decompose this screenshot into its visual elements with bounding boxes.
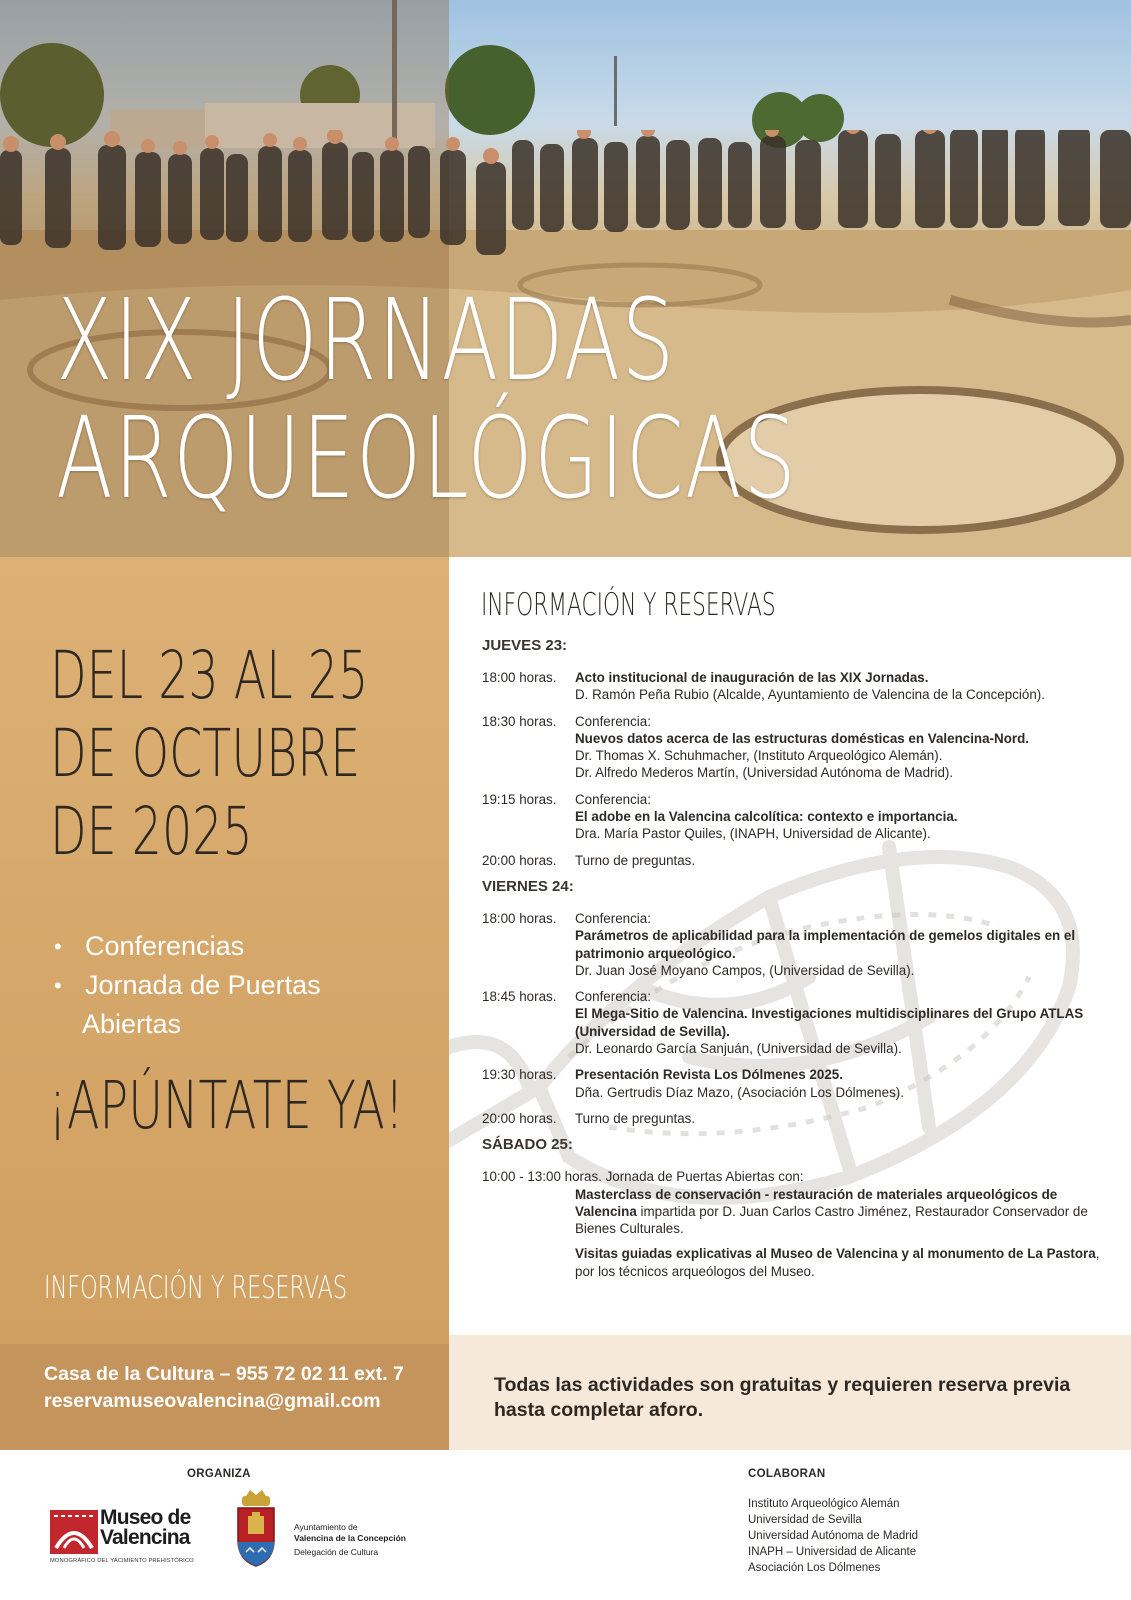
footer xyxy=(0,1450,1131,1600)
event-time: 18:30 horas. xyxy=(482,713,557,729)
hero-photo xyxy=(0,0,1131,557)
event-speaker: Dr. Juan José Moyano Campos, (Universidad de Sevilla). xyxy=(575,962,915,978)
event-time: 20:00 horas. xyxy=(482,1110,557,1126)
event-title: Turno de preguntas. xyxy=(575,852,696,868)
museo-valencina-logo-icon xyxy=(50,1506,200,1568)
ayto-line-3: Delegación de Cultura xyxy=(294,1547,379,1557)
event-title-line-2: ARQUEOLÓGICAS xyxy=(56,394,798,524)
event-time: 19:30 horas. xyxy=(482,1067,557,1083)
ayto-line-2: Valencina de la Concepción xyxy=(294,1533,406,1543)
day-label-jueves: JUEVES 23: xyxy=(482,637,568,654)
event-title-line-1: XIX JORNADAS xyxy=(56,276,676,406)
event-title xyxy=(56,276,798,524)
event-time: 19:15 horas. xyxy=(482,791,557,807)
coat-of-arms-icon xyxy=(234,1490,278,1568)
event-type: Conferencia: xyxy=(575,989,651,1005)
colaborador-item: INAPH – Universidad de Alicante xyxy=(748,1546,917,1558)
event-title: Nuevos datos acerca de las estructuras domésticas en Valencina-Nord. xyxy=(575,730,1029,746)
program-panel xyxy=(449,557,1131,1335)
museo-name-line-1: Museo de xyxy=(100,1506,191,1529)
saturday-time-line: 10:00 - 13:00 horas. Jornada de Puertas Abiertas con: xyxy=(482,1169,804,1185)
dates-line-3: DE 2025 xyxy=(50,793,253,870)
notice-text: Todas las actividades son gratuitas y requieren reserva previa hasta completar aforo. xyxy=(494,1374,1071,1421)
contact-email[interactable]: reservamuseovalencina@gmail.com xyxy=(44,1390,381,1412)
colaborador-item: Universidad de Sevilla xyxy=(748,1514,862,1526)
event-row xyxy=(482,1066,1102,1101)
museo-name-line-2: Valencina xyxy=(100,1526,190,1549)
event-speaker: Dra. María Pastor Quiles, (INAPH, Universidad de Alicante). xyxy=(575,826,931,842)
organiza-label: ORGANIZA xyxy=(187,1468,251,1480)
event-speaker: Dr. Thomas X. Schuhmacher, (Instituto Arqueológico Alemán). xyxy=(575,748,943,764)
dates-line-1: DEL 23 AL 25 xyxy=(50,637,369,714)
event-title: El Mega-Sitio de Valencina. Investigaciones multidisciplinares del Grupo ATLAS (Universidad de Sevilla). xyxy=(575,1006,1084,1039)
saturday-item-masterclass-detail: impartida por D. Juan Carlos Castro Jiménez, Restaurador Conservador de Bienes Culturales. xyxy=(575,1203,1088,1237)
event-row xyxy=(482,988,1102,1057)
event-speaker: Dr. Alfredo Mederos Martín, (Universidad Autónoma de Madrid). xyxy=(575,765,954,781)
contact-bar xyxy=(0,1344,449,1450)
event-title: Parámetros de aplicabilidad para la implementación de gemelos digitales en el patrimonio arqueológico. xyxy=(575,928,1076,961)
saturday-item-masterclass-title: Masterclass de conservación - restauración de materiales arqueológicos de Valencina xyxy=(575,1186,1058,1219)
activity-item-puertas-abiertas xyxy=(54,966,321,1044)
activity-item-puertas-line-2: Abiertas xyxy=(82,1009,182,1039)
event-type: Conferencia: xyxy=(575,713,651,729)
event-time: 20:00 horas. xyxy=(482,852,557,868)
event-row xyxy=(482,791,1102,843)
info-heading-left: INFORMACIÓN Y RESERVAS xyxy=(44,1270,348,1306)
activity-item-conferencias: • Conferencias xyxy=(54,927,321,966)
colaboran-label: COLABORAN xyxy=(748,1468,826,1480)
day-label-viernes: VIERNES 24: xyxy=(482,877,574,895)
activity-item-puertas-line-1: Jornada de Puertas xyxy=(85,970,321,1000)
saturday-item-visitas-title: Visitas guiadas explicativas al Museo de Valencina y al monumento de La Pastora xyxy=(575,1246,1096,1262)
event-title: Presentación Revista Los Dólmenes 2025. xyxy=(575,1067,843,1083)
museo-name xyxy=(100,1508,190,1548)
event-time: 18:45 horas. xyxy=(482,989,557,1005)
event-type: Conferencia: xyxy=(575,791,651,807)
event-time: 18:00 horas. xyxy=(482,670,557,685)
event-speaker: Dr. Leonardo García Sanjuán, (Universidad de Sevilla). xyxy=(575,1041,902,1057)
notice-bar xyxy=(449,1335,1131,1450)
event-row xyxy=(482,852,1102,869)
colaborador-item: Instituto Arqueológico Alemán xyxy=(748,1498,900,1510)
event-row xyxy=(482,910,1102,979)
event-row xyxy=(482,1110,1102,1127)
saturday-item-visitas xyxy=(482,1245,1102,1280)
museo-subtitle: MONOGRÁFICO DEL YACIMIENTO PREHISTÓRICO xyxy=(50,1558,194,1564)
event-title: El adobe en la Valencina calcolítica: contexto e importancia. xyxy=(575,809,958,825)
event-type: Conferencia: xyxy=(575,910,651,926)
program-schedule xyxy=(482,637,1102,1288)
call-to-action: ¡APÚNTATE YA! xyxy=(48,1067,404,1144)
crowd-silhouettes xyxy=(0,130,1131,255)
event-title: Acto institucional de inauguración de las XIX Jornadas. xyxy=(575,670,929,685)
museo-mark-icon xyxy=(50,1510,98,1554)
saturday-item-masterclass xyxy=(482,1186,1102,1238)
event-row xyxy=(482,669,1102,704)
event-speaker: D. Ramón Peña Rubio (Alcalde, Ayuntamiento de Valencina de la Concepción). xyxy=(575,687,1045,703)
event-speaker: Dña. Gertrudis Díaz Mazo, (Asociación Los Dólmenes). xyxy=(575,1084,904,1100)
event-time: 18:00 horas. xyxy=(482,910,557,926)
dates-line-2: DE OCTUBRE xyxy=(50,715,361,792)
info-heading-right: INFORMACIÓN Y RESERVAS xyxy=(481,587,776,623)
day-label-sabado: SÁBADO 25: xyxy=(482,1136,573,1154)
colaborador-item: Universidad Autónoma de Madrid xyxy=(748,1530,919,1542)
left-panel xyxy=(0,557,449,1450)
ayuntamiento-text xyxy=(294,1522,406,1558)
colaborador-item: Asociación Los Dólmenes xyxy=(748,1562,881,1574)
event-dates xyxy=(50,637,453,871)
contact-phone[interactable]: Casa de la Cultura – 955 72 02 11 ext. 7 xyxy=(44,1363,404,1385)
activity-list xyxy=(54,927,321,1044)
ayto-line-1: Ayuntamiento de xyxy=(294,1522,358,1532)
event-row xyxy=(482,713,1102,782)
event-title: Turno de preguntas. xyxy=(575,1110,696,1126)
saturday-item-visitas-detail: , por los técnicos arqueólogos del Museo. xyxy=(575,1246,1100,1279)
colaboradores-list xyxy=(748,1496,918,1576)
